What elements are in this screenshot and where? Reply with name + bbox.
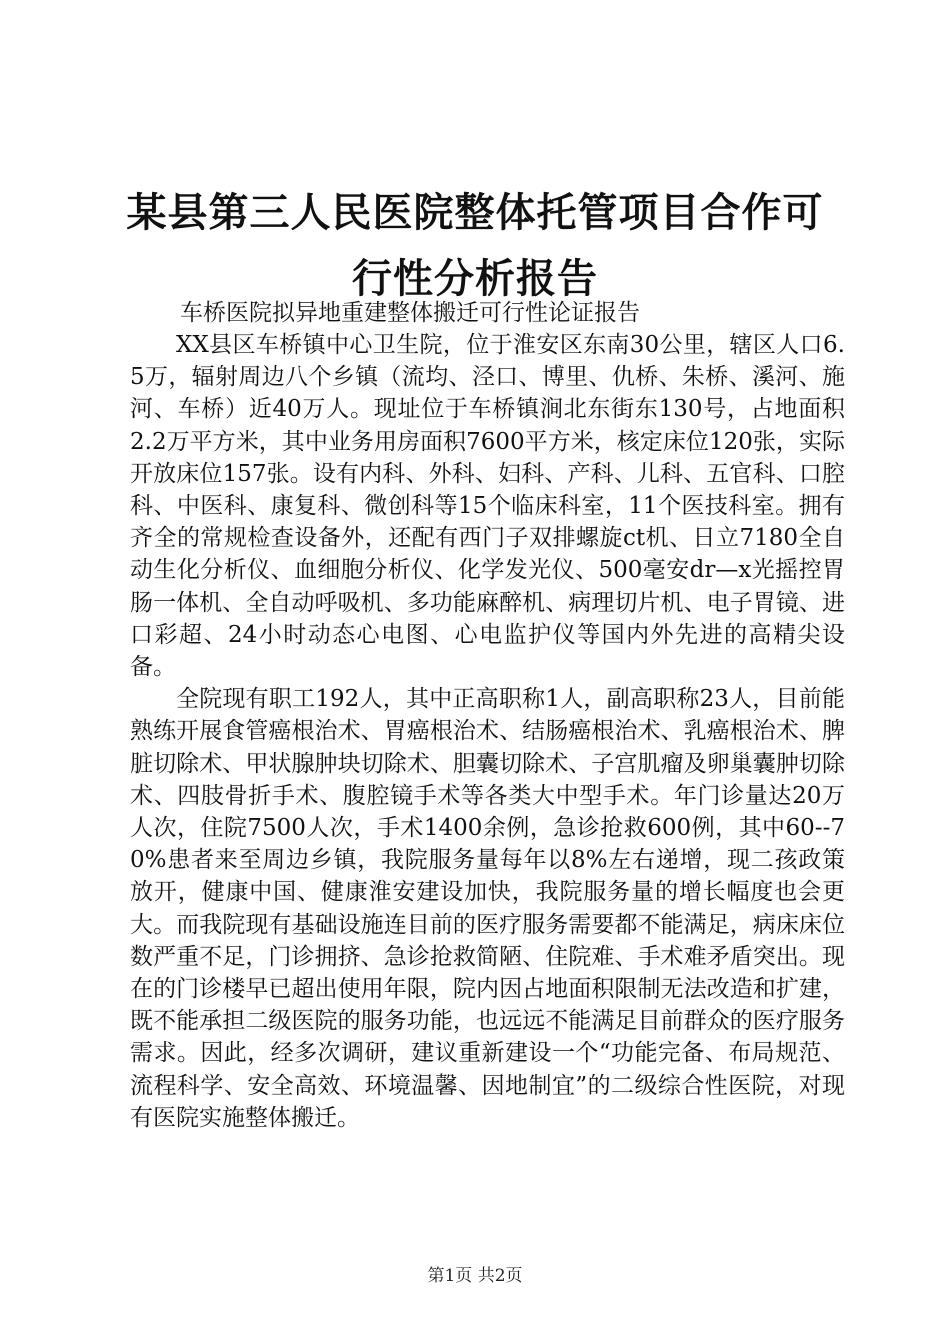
page-footer: 第1页 共2页 [427, 1266, 523, 1286]
document-title: 某县第三人民医院整体托管项目合作可行性分析报告 [126, 189, 824, 302]
document-subtitle: 车桥医院拟异地重建整体搬迁可行性论证报告 [180, 300, 640, 326]
paragraph-hospital-overview: XX县区车桥镇中心卫生院，位于淮安区东南30公里，辖区人口6.5万，辐射周边八个乡镇（流均、泾口、博里、仇桥、朱桥、溪河、施河、车桥）近40万人。现址位于车桥镇涧北东街东130号，占地面积2.2万平方米，其中业务用房面积7600平方米，核定床位120张，实际开放床位157张。设有内科、外科、妇科、产科、儿科、五官科、口腔科、中医科、康复科、微创科等15个临床科室，11个医技科室。拥有齐全的常规检查设备外，还配有西门子双排螺旋ct机、日立7180全自动生化分析仪、血细胞分析仪、化学发光仪、500毫安dr—x光摇控胃肠一体机、全自动呼吸机、多功能麻醉机、病理切片机、电子胃镜、进口彩超、24小时动态心电图、心电监护仪等国内外先进的高精尖设备。 [130, 332, 845, 681]
document-body [130, 329, 845, 1134]
paragraph-staff-and-services: 全院现有职工192人，其中正高职称1人，副高职称23人，目前能熟练开展食管癌根治术、胃癌根治术、结肠癌根治术、乳癌根治术、脾脏切除术、甲状腺肿块切除术、胆囊切除术、子宫肌瘤及卵巢囊肿切除术、四肢骨折手术、腹腔镜手术等各类大中型手术。年门诊量达20万人次，住院7500人次，手术1400余例，急诊抢救600例，其中60--70%患者来至周边乡镇，我院服务量每年以8%左右递增，现二孩政策放开，健康中国、健康淮安建设加快，我院服务量的增长幅度也会更大。而我院现有基础设施连目前的医疗服务需要都不能满足，病床床位数严重不足，门诊拥挤、急诊抢救简陋、住院难、手术难矛盾突出。现在的门诊楼早已超出使用年限，院内因占地面积限制无法改造和扩建，既不能承担二级医院的服务功能，也远远不能满足目前群众的医疗服务需求。因此，经多次调研，建议重新建设一个“功能完备、布局规范、流程科学、安全高效、环境温馨、因地制宜”的二级综合性医院，对现有医院实施整体搬迁。 [130, 686, 845, 1131]
